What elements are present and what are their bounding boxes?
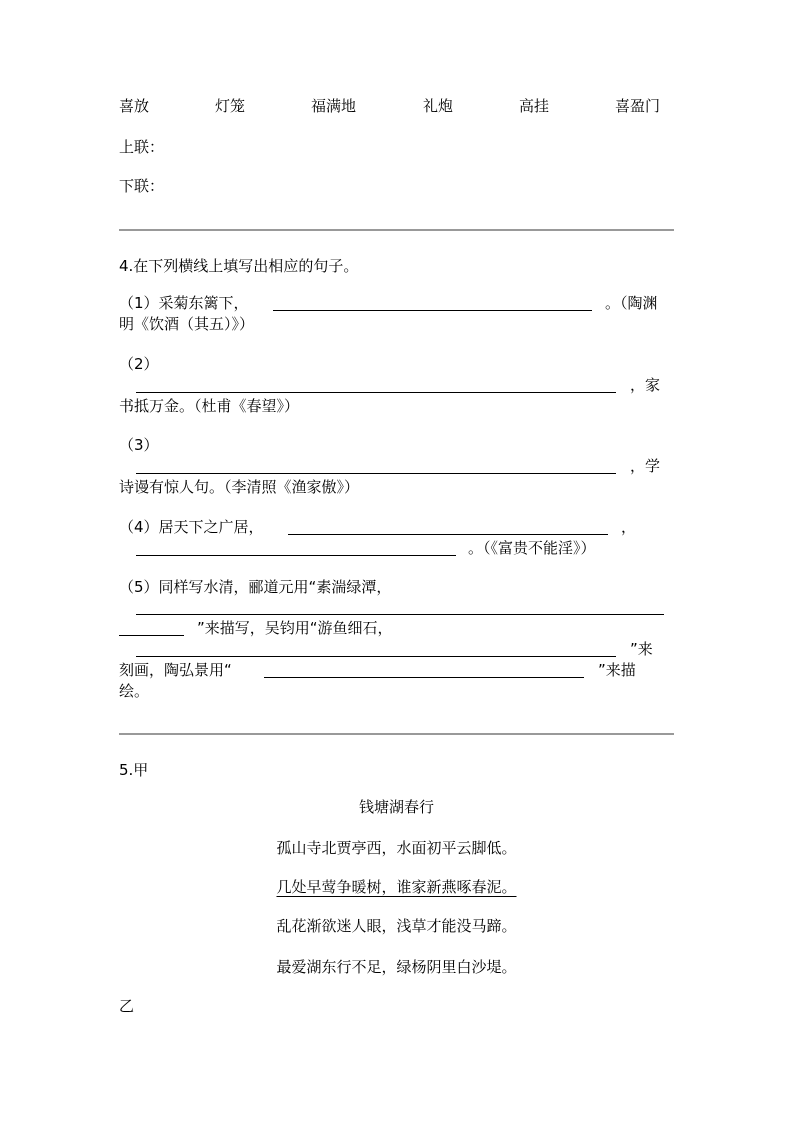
q4-item5-text: （5）同样写水清，郦道元用“素湍绿潭， xyxy=(119,578,392,596)
q4-item1-source: 明《饮酒（其五）》） xyxy=(119,315,255,333)
next-section-label: 乙 xyxy=(119,997,135,1015)
q4-item4-source: 。（《富贵不能淫》） xyxy=(468,539,596,557)
poem-line: 孤山寺北贾亭西，水面初平云脚低。 xyxy=(276,839,517,857)
couplet-upper-label: 上联： xyxy=(119,138,165,156)
answer-blank[interactable] xyxy=(288,534,608,535)
word-bank-item: 礼炮 xyxy=(423,97,454,115)
q4-item5-text-3: ”来 xyxy=(630,640,653,658)
q4-item2-suffix: ，家 xyxy=(630,376,661,394)
word-bank-item: 高挂 xyxy=(519,97,550,115)
q4-item5-text-4: 刻画，陶弘景用“ xyxy=(119,661,232,679)
word-bank-item: 喜盈门 xyxy=(615,97,661,115)
q4-item3-number: （3） xyxy=(119,436,159,454)
poem-line-underlined: 几处早莺争暖树，谁家新燕啄春泥。 xyxy=(276,878,517,896)
word-bank-item: 福满地 xyxy=(311,97,357,115)
word-bank-item: 喜放 xyxy=(119,97,150,115)
q4-item3-suffix: ，学 xyxy=(630,457,661,475)
poem-line: 乱花渐欲迷人眼，浅草才能没马蹄。 xyxy=(276,917,517,935)
q4-item4-comma: ， xyxy=(621,518,637,536)
q4-item3-source: 诗谩有惊人句。（李清照《渔家傲》） xyxy=(119,478,360,496)
poem-line-wrapper xyxy=(119,877,674,897)
answer-blank[interactable] xyxy=(273,310,592,311)
poem-title: 钱塘湖春行 xyxy=(358,798,434,816)
q4-item1-text: （1）采菊东篱下， xyxy=(119,294,249,312)
answer-blank[interactable] xyxy=(136,392,616,393)
section-divider xyxy=(119,733,674,735)
answer-blank[interactable] xyxy=(136,614,664,615)
answer-blank[interactable] xyxy=(136,555,456,556)
answer-blank[interactable] xyxy=(136,473,616,474)
q5-label: 5.甲 xyxy=(119,761,149,779)
q4-item4-text: （4）居天下之广居， xyxy=(119,518,264,536)
answer-blank[interactable] xyxy=(136,656,616,657)
q4-item5-text-5: ”来描 xyxy=(598,661,636,679)
couplet-lower-label: 下联： xyxy=(119,177,165,195)
section-divider xyxy=(119,229,674,231)
q4-item5-text-6: 绘。 xyxy=(119,682,150,700)
poem-line: 最爱湖东行不足，绿杨阴里白沙堤。 xyxy=(276,958,517,976)
q4-item1-suffix: 。（陶渊 xyxy=(605,294,658,312)
answer-blank[interactable] xyxy=(264,677,584,678)
q4-item2-source: 书抵万金。（杜甫《春望》） xyxy=(119,397,300,415)
q4-item2-number: （2） xyxy=(119,355,159,373)
answer-blank[interactable] xyxy=(119,635,184,636)
word-bank-item: 灯笼 xyxy=(215,97,246,115)
q4-item5-text-2: ”来描写，吴钧用“游鱼细石， xyxy=(197,619,393,637)
q4-title: 4.在下列横线上填写出相应的句子。 xyxy=(119,257,359,275)
